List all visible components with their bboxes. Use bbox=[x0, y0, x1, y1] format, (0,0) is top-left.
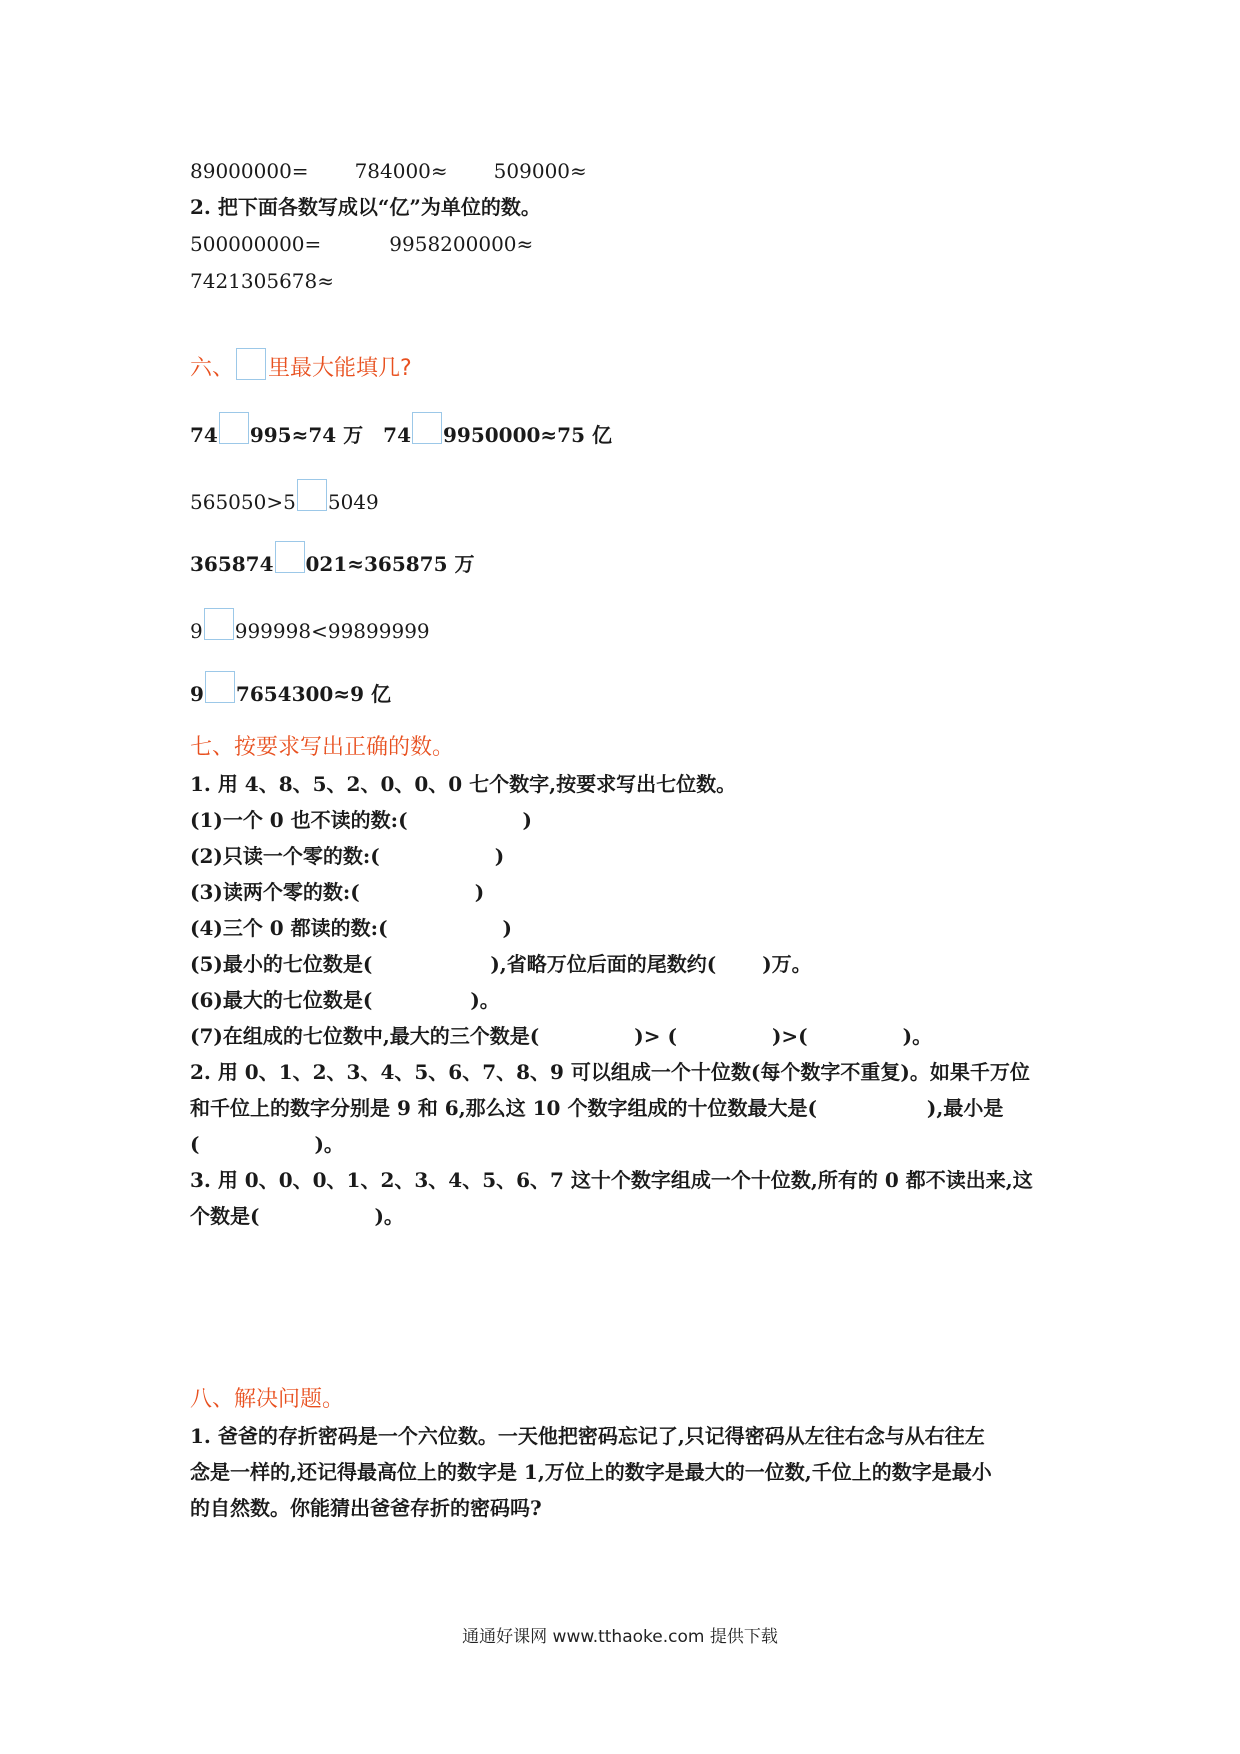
part-text: )。 bbox=[314, 1132, 344, 1156]
question-1: 1. 用 4、8、5、2、0、0、0 七个数字,按要求写出七位数。 bbox=[190, 772, 737, 796]
part-text: )> ( bbox=[634, 1024, 677, 1048]
expr: 509000≈ bbox=[493, 159, 587, 183]
part-text: )。 bbox=[470, 988, 500, 1012]
part-text: (7)在组成的七位数中,最大的三个数是( bbox=[190, 1024, 540, 1048]
fill-row-3 bbox=[190, 547, 474, 579]
fill-row-1 bbox=[190, 418, 612, 450]
problem-1-line-1: 1. 爸爸的存折密码是一个六位数。一天他把密码忘记了,只记得密码从左往右念与从右往左 bbox=[190, 1424, 985, 1448]
expr: 500000000= bbox=[190, 232, 322, 256]
section-title-text: 里最大能填几? bbox=[268, 356, 412, 381]
section-7-title: 七、按要求写出正确的数。 bbox=[190, 735, 455, 760]
part-text: (6)最大的七位数是( bbox=[190, 988, 373, 1012]
fill-box[interactable] bbox=[205, 671, 235, 703]
question-2-heading: 2. 把下面各数写成以“亿”为单位的数。 bbox=[190, 195, 541, 219]
part-text: )。 bbox=[374, 1204, 404, 1228]
part-text: (5)最小的七位数是( bbox=[190, 952, 373, 976]
part-2 bbox=[190, 841, 504, 871]
expr: 784000≈ bbox=[354, 159, 448, 183]
close-paren: ) bbox=[474, 880, 485, 904]
close-paren: ) bbox=[522, 808, 532, 832]
expr-post: 5049 bbox=[327, 490, 379, 514]
part-text: (1)一个 0 也不读的数:( bbox=[190, 808, 408, 832]
fill-row-2 bbox=[190, 485, 379, 517]
expr: 89000000= bbox=[190, 159, 309, 183]
section-8-title: 八、解决问题。 bbox=[190, 1387, 345, 1412]
approx-row-3: 7421305678≈ bbox=[190, 269, 335, 293]
part-text: (4)三个 0 都读的数:( bbox=[190, 916, 388, 940]
fill-box[interactable] bbox=[297, 479, 327, 511]
expr-pre: 565050>5 bbox=[190, 490, 296, 514]
expr-pre: 9 bbox=[190, 619, 203, 643]
expr-post: 021≈365875 万 bbox=[305, 552, 475, 576]
fill-box[interactable] bbox=[275, 541, 305, 573]
fill-box[interactable] bbox=[412, 412, 442, 444]
question-2-line-2 bbox=[190, 1093, 1003, 1123]
expr-post: 995≈74 万 bbox=[249, 423, 364, 447]
question-3-line-1: 3. 用 0、0、0、1、2、3、4、5、6、7 这十个数字组成一个十位数,所有的 0 都不读出来,这 bbox=[190, 1168, 1033, 1192]
blank-box-icon bbox=[236, 348, 266, 380]
part-text: ),省略万位后面的尾数约( bbox=[490, 952, 717, 976]
approx-row-1 bbox=[190, 156, 587, 186]
part-4 bbox=[190, 913, 512, 943]
part-1 bbox=[190, 805, 532, 835]
fill-box[interactable] bbox=[204, 608, 234, 640]
part-5 bbox=[190, 949, 812, 979]
fill-row-5 bbox=[190, 677, 391, 709]
close-paren: ) bbox=[502, 916, 512, 940]
expr-post: 7654300≈9 亿 bbox=[235, 682, 391, 706]
expr: 9958200000≈ bbox=[389, 232, 534, 256]
part-text: ),最小是 bbox=[926, 1096, 1004, 1120]
expr-post: 999998<99899999 bbox=[234, 619, 430, 643]
section-6-title bbox=[190, 352, 412, 384]
problem-1-line-3: 的自然数。你能猜出爸爸存折的密码吗? bbox=[190, 1496, 542, 1520]
problem-1-line-2: 念是一样的,还记得最高位上的数字是 1,万位上的数字是最大的一位数,千位上的数字是最小 bbox=[190, 1460, 992, 1484]
expr-pre: 9 bbox=[190, 682, 204, 706]
part-text: )万。 bbox=[762, 952, 812, 976]
expr-post: 9950000≈75 亿 bbox=[443, 423, 612, 447]
part-text: (2)只读一个零的数:( bbox=[190, 844, 380, 868]
close-paren: ) bbox=[494, 844, 505, 868]
part-7 bbox=[190, 1021, 932, 1051]
part-3 bbox=[190, 877, 484, 907]
part-text: 和千位上的数字分别是 9 和 6,那么这 10 个数字组成的十位数最大是( bbox=[190, 1096, 817, 1120]
fill-row-4 bbox=[190, 614, 430, 646]
question-3-line-2 bbox=[190, 1201, 404, 1231]
part-text: )>( bbox=[771, 1024, 808, 1048]
section-number: 六、 bbox=[190, 356, 235, 381]
fill-box[interactable] bbox=[219, 412, 249, 444]
question-2-line-1: 2. 用 0、1、2、3、4、5、6、7、8、9 可以组成一个十位数(每个数字不重复)。如果千万位 bbox=[190, 1060, 1030, 1084]
part-text: ( bbox=[190, 1132, 200, 1156]
part-text: (3)读两个零的数:( bbox=[190, 880, 360, 904]
expr-pre: 365874 bbox=[190, 552, 274, 576]
expr-pre: 74 bbox=[383, 423, 411, 447]
part-text: 个数是( bbox=[190, 1204, 260, 1228]
part-text: )。 bbox=[902, 1024, 933, 1048]
approx-row-2 bbox=[190, 229, 533, 259]
question-2-line-3 bbox=[190, 1129, 344, 1159]
expr-pre: 74 bbox=[190, 423, 218, 447]
footer-source: 通通好课网 www.tthaoke.com 提供下载 bbox=[462, 1627, 778, 1647]
part-6 bbox=[190, 985, 500, 1015]
